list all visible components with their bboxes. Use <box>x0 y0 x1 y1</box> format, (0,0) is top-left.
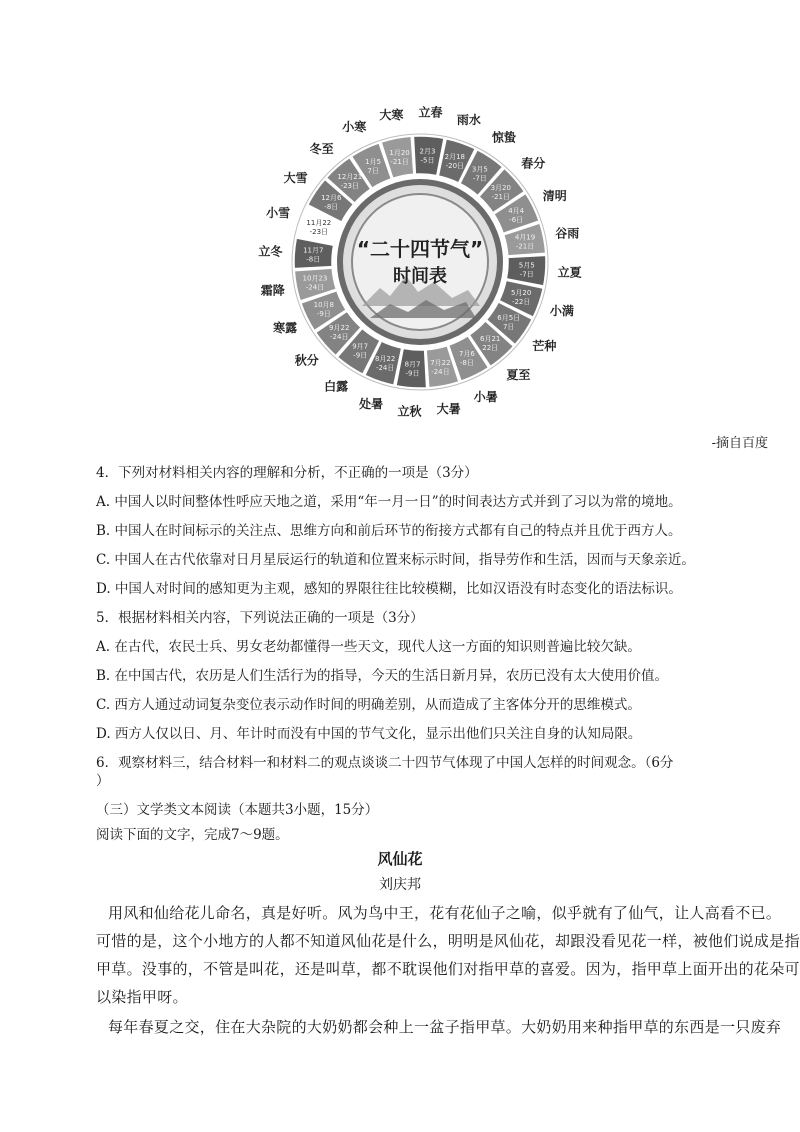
term-date-label: -24日 <box>431 368 450 377</box>
q6-line1: 6．观察材料三，结合材料一和材料二的观点谈谈二十四节气体现了中国人怎样的时间观念。（6分 <box>96 755 674 771</box>
term-date-label: -7日 <box>519 270 534 279</box>
q5-stem: 5．根据材料相关内容，下列说法正确的一项是（3分） <box>96 610 424 626</box>
term-name-label: 惊蛰 <box>491 130 516 145</box>
solar-terms-chart <box>230 96 610 434</box>
term-date-label: -21日 <box>491 192 510 201</box>
term-name-label: 霜降 <box>260 283 285 298</box>
paragraph-1-line-3: 甲草。没事的，不管是叫花，还是叫草，都不耽误他们对指甲草的喜爱。因为，指甲草上面开出的花朵可 <box>96 960 800 978</box>
term-date-label: 3月20 <box>490 183 511 192</box>
term-date-label: 10月23 <box>302 274 328 283</box>
term-date-label: -8日 <box>324 203 339 212</box>
term-date-label: -22日 <box>511 297 531 306</box>
term-date-label: 5月5 <box>518 261 535 270</box>
term-date-label: 7日 <box>367 166 379 175</box>
term-date-label: 7月6 <box>458 350 475 359</box>
term-name-label: 大寒 <box>379 107 404 122</box>
term-date-label: 7日 <box>502 322 515 331</box>
paragraph-2-line-1: 每年春夏之交，住在大杂院的大奶奶都会种上一盆子指甲草。大奶奶用来种指甲草的东西是一只废弃 <box>108 1018 782 1036</box>
term-name-label: 芒种 <box>532 338 557 353</box>
term-name-label: 白露 <box>324 379 349 394</box>
term-name-label: 大雪 <box>283 171 308 186</box>
term-name-label: 雨水 <box>456 113 481 128</box>
term-date-label: 2月3 <box>419 147 436 156</box>
reading-instruction: 阅读下面的文字，完成7～9题。 <box>96 827 289 843</box>
term-date-label: 10月8 <box>313 300 335 309</box>
q6-line2: ） <box>96 773 110 789</box>
q5-option-c: C. 西方人通过动词复杂变位表示动作时间的明确差别，从而造成了主客体分开的思维模式。 <box>96 697 641 713</box>
q4-stem: 4．下列对材料相关内容的理解和分析，不正确的一项是（3分） <box>96 465 478 481</box>
q5-option-d: D. 西方人仅以日、月、年计时而没有中国的节气文化，显示出他们只关注自身的认知局限。 <box>96 726 642 742</box>
section-heading: （三）文学类文本阅读（本题共3小题，15分） <box>96 802 379 818</box>
paragraph-1-line-1: 用风和仙给花儿命名，真是好听。风为鸟中王，花有花仙子之喻，似乎就有了仙气，让人高看不已。 <box>108 904 782 922</box>
term-date-label: -9日 <box>353 351 368 360</box>
solar-terms-wheel <box>230 96 610 434</box>
term-name-label: 秋分 <box>294 353 319 368</box>
term-date-label: -24日 <box>330 333 349 342</box>
term-date-label: 1月5 <box>365 157 382 166</box>
paragraph-1-line-2: 可惜的是，这个小地方的人都不知道风仙花是什么，明明是风仙花，却跟没看见花一样，被他们说成是指 <box>96 932 800 950</box>
term-date-label: 4月19 <box>514 233 536 242</box>
term-date-label: 9月7 <box>352 342 369 351</box>
term-name-label: 立冬 <box>258 244 283 259</box>
term-date-label: -23日 <box>309 228 329 237</box>
term-name-label: 寒露 <box>273 320 298 335</box>
term-date-label: 12月21 <box>337 173 363 182</box>
term-name-label: 立夏 <box>557 265 582 280</box>
term-date-label: 2月18 <box>444 152 466 161</box>
term-date-label: -9日 <box>405 369 420 378</box>
term-date-label: -24日 <box>305 283 325 292</box>
q4-option-d: D. 中国人对时间的感知更为主观，感知的界限往往比较模糊，比如汉语没有时态变化的语法标识。 <box>96 581 682 597</box>
term-date-label: 3月5 <box>471 165 488 174</box>
term-date-label: -23日 <box>340 182 360 191</box>
q5-option-a: A. 在古代，农民士兵、男女老幼都懂得一些天文，现代人这一方面的知识则普遍比较欠缺。 <box>96 639 641 655</box>
term-name-label: 清明 <box>542 189 567 204</box>
term-date-label: 9月22 <box>329 324 350 333</box>
term-name-label: 小暑 <box>473 389 498 404</box>
term-date-label: -5日 <box>420 156 435 165</box>
term-date-label: -8日 <box>459 359 474 368</box>
term-name-label: 立春 <box>418 105 443 120</box>
term-date-label: 7月22 <box>430 359 451 368</box>
term-date-label: -21日 <box>390 157 409 166</box>
term-date-label: 11月7 <box>303 246 324 255</box>
term-date-label: -8日 <box>306 255 321 264</box>
term-name-label: 夏至 <box>506 368 531 383</box>
figure-title-line2: 时间表 <box>393 266 447 287</box>
q5-option-b: B. 在中国古代，农历是人们生活行为的指导，今天的生活日新月异，农历已没有太大使用价值。 <box>96 668 669 684</box>
q4-option-a: A. 中国人以时间整体性呼应天地之道，采用“年一月一日”的时间表达方式并到了习以为常的境地。 <box>96 494 682 510</box>
term-name-label: 谷雨 <box>555 226 580 241</box>
term-date-label: 1月20 <box>389 148 410 157</box>
term-name-label: 大暑 <box>436 402 461 417</box>
story-author: 刘庆邦 <box>379 877 421 893</box>
term-name-label: 小雪 <box>266 206 291 221</box>
term-date-label: 5月20 <box>510 288 532 297</box>
term-name-label: 小满 <box>549 303 574 318</box>
term-date-label: 11月22 <box>306 219 332 228</box>
term-date-label: 8月22 <box>374 355 396 364</box>
term-date-label: -9日 <box>316 309 331 318</box>
story-title: 风仙花 <box>377 850 423 868</box>
term-date-label: -24日 <box>375 364 395 373</box>
term-date-label: 12月6 <box>321 194 342 203</box>
figure-title-line1: “二十四节气” <box>356 237 484 261</box>
term-date-label: -21日 <box>515 242 535 251</box>
term-date-label: -6日 <box>509 216 524 225</box>
q4-option-c: C. 中国人在古代依靠对日月星辰运行的轨道和位置来标示时间，指导劳作和生活，因而与天象亲近。 <box>96 552 695 568</box>
term-name-label: 处暑 <box>359 396 384 411</box>
term-date-label: 8月7 <box>404 360 421 369</box>
paragraph-1-line-4: 以染指甲呀。 <box>96 988 188 1006</box>
q4-option-b: B. 中国人在时间标示的关注点、思维方向和前后环节的衔接方式都有自己的特点并且优于西方人。 <box>96 523 682 539</box>
term-date-label: -7日 <box>472 174 487 183</box>
source-credit: -摘自百度 <box>711 436 768 451</box>
term-name-label: 小寒 <box>342 120 367 135</box>
term-name-label: 立秋 <box>397 404 422 419</box>
term-date-label: 4月4 <box>508 207 525 216</box>
term-date-label: 6月21 <box>480 334 501 343</box>
term-date-label: 6月5日 <box>497 313 521 322</box>
term-date-label: -20日 <box>445 161 465 170</box>
term-name-label: 春分 <box>521 156 546 171</box>
term-date-label: 22日 <box>482 343 499 352</box>
term-name-label: 冬至 <box>309 141 334 156</box>
